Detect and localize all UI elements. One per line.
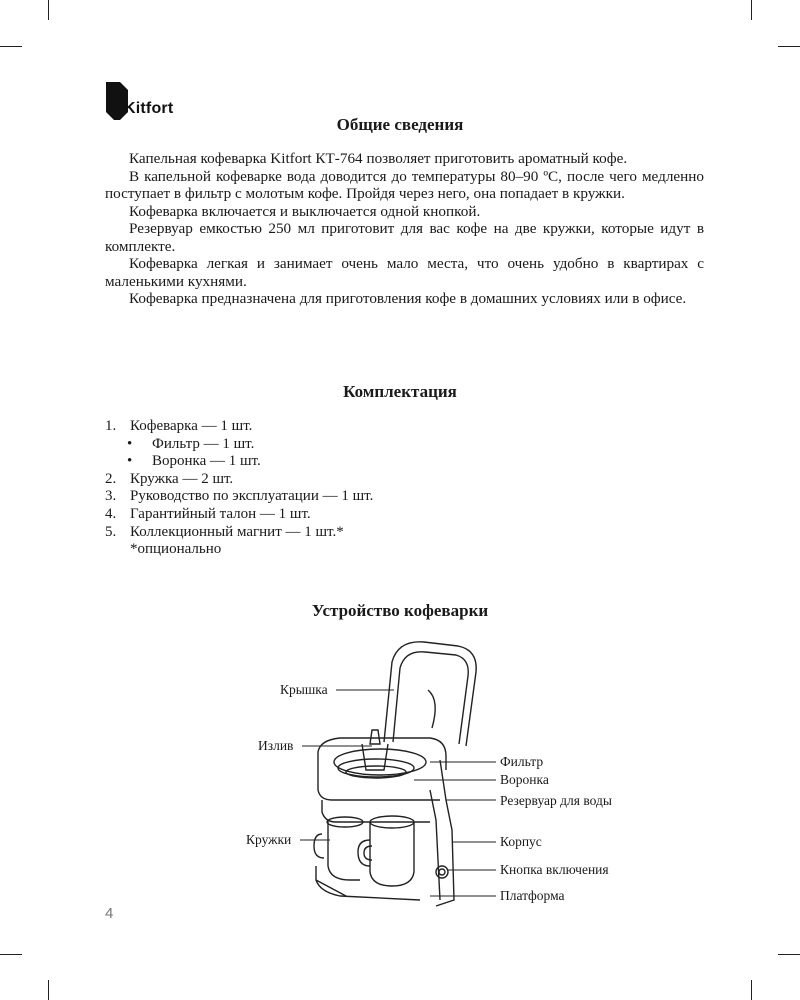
list-item: 5. Коллекционный магнит — 1 шт.* <box>105 523 344 540</box>
list-subitem: • Воронка — 1 шт. <box>127 453 261 470</box>
paragraph: Кофеварка предназначена для приготовления кофе в домашних условиях или в офисе. <box>129 290 687 307</box>
page-number: 4 <box>105 905 114 922</box>
paragraph: Кофеварка легкая и занимает очень мало места, что очень удобно в квартирах с маленькими кухнями. <box>105 255 704 290</box>
label-platform: Платформа <box>500 888 565 903</box>
label-funnel: Воронка <box>500 772 549 787</box>
paragraph: Кофеварка включается и выключается одной кнопкой. <box>129 202 481 220</box>
paragraph: В капельной кофеварке вода доводится до температуры 80–90 ºC, после чего медленно поступает в фильтр с молотым кофе. Пройдя через него, она попадает в кружки. <box>105 167 704 202</box>
label-lid: Крышка <box>280 682 328 697</box>
label-power-button: Кнопка включения <box>500 862 609 877</box>
optional-note: *опционально <box>130 541 222 558</box>
paragraph: Капельная кофеварка Kitfort КТ-764 позволяет приготовить ароматный кофе. <box>129 150 628 167</box>
list-subitem: • Фильтр — 1 шт. <box>127 435 255 452</box>
section-title-contents: Комплектация <box>343 382 457 401</box>
list-item: 4. Гарантийный талон — 1 шт. <box>105 505 311 522</box>
label-reservoir: Резервуар для воды <box>500 793 612 808</box>
label-body: Корпус <box>500 834 542 849</box>
section-title-device: Устройство кофеварки <box>311 601 489 620</box>
list-item: 2. Кружка — 2 шт. <box>105 470 234 487</box>
section-title-general: Общие сведения <box>336 115 464 134</box>
paragraph: Резервуар емкостью 250 мл приготовит для вас кофе на две кружки, которые идут в комплекте. <box>105 220 704 255</box>
brand-name: Kitfort <box>124 100 174 117</box>
list-item: 1. Кофеварка — 1 шт. <box>105 418 253 434</box>
label-spout: Излив <box>258 738 294 753</box>
label-filter: Фильтр <box>500 754 544 769</box>
list-item: 3. Руководство по эксплуатации — 1 шт. <box>105 488 374 505</box>
label-mugs: Кружки <box>246 832 292 847</box>
